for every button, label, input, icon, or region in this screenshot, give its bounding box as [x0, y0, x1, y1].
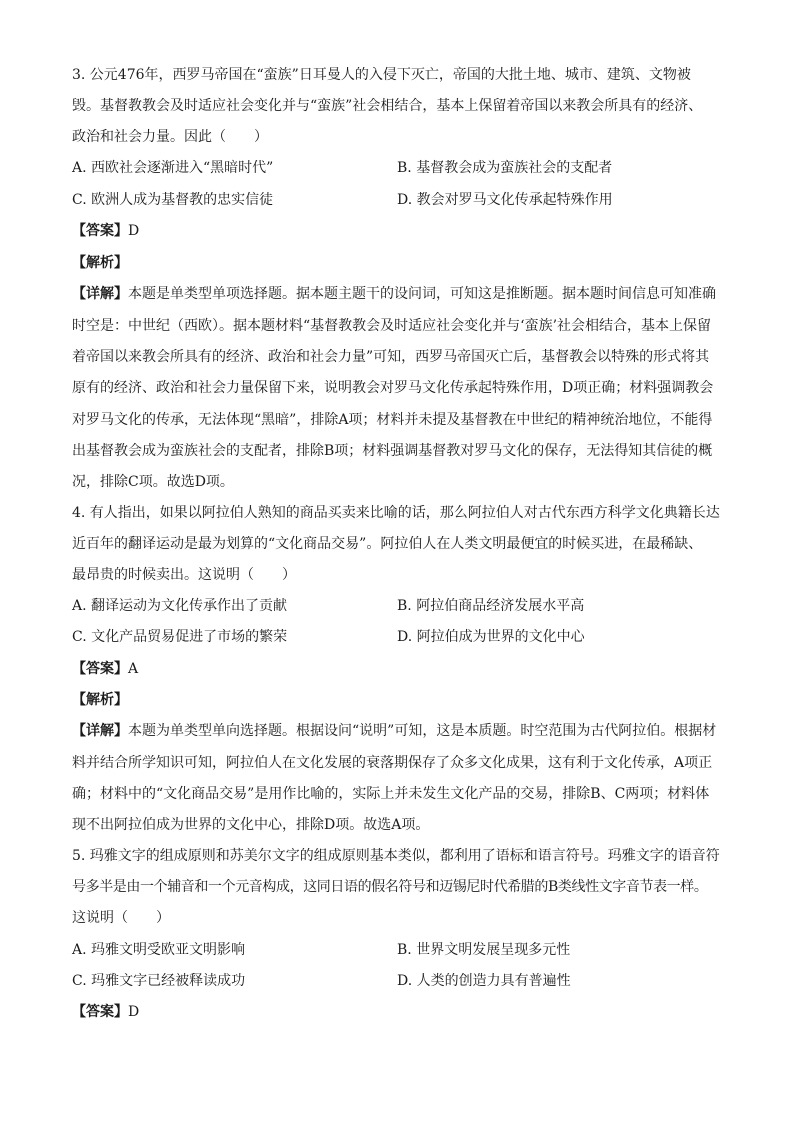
- q4-detail-line-4: 现不出阿拉伯成为世界的文化中心，排除D项。故选A项。: [72, 817, 430, 833]
- q3-option-c: C. 欧洲人成为基督教的忠实信徒: [72, 192, 274, 208]
- q4-analysis-label: [72, 690, 128, 710]
- q5-stem-line-1: 5. 玛雅文字的组成原则和苏美尔文字的组成原则基本类似，都利用了语标和语言符号。玛雅文字的语音符: [72, 848, 720, 864]
- answer-value: A: [128, 661, 139, 677]
- q4-option-a: A. 翻译运动为文化传承作出了贡献: [72, 598, 288, 614]
- detail-text: 本题为单类型单向选择题。根据设问“说明”可知，这是本质题。时空范围为古代阿拉伯。根据材: [128, 723, 717, 739]
- q3-answer: [72, 221, 139, 241]
- q3-option-a: A. 西欧社会逐渐进入“黑暗时代”: [72, 160, 274, 176]
- q4-option-d: D. 阿拉伯成为世界的文化中心: [397, 629, 585, 645]
- q3-detail-line-7: 况，排除C项。故选D项。: [72, 474, 234, 490]
- q3-detail-line-1: [72, 284, 716, 304]
- q3-detail-line-4: 原有的经济、政治和社会力量保留下来，说明教会对罗马文化传承起特殊作用，D项正确；材料强调教会: [72, 380, 714, 396]
- q4-answer: [72, 659, 138, 679]
- q4-detail-line-3: 确；材料中的“文化商品交易”是用作比喻的，实际上并未发生文化产品的交易，排除B、C两项；材料体: [72, 786, 710, 802]
- q3-stem-line-2: 毁。基督教教会及时适应社会变化并与“蛮族”社会相结合，基本上保留着帝国以来教会所具有的经济、: [72, 98, 703, 114]
- q4-stem-line-1: 4. 有人指出，如果以阿拉伯人熟知的商品买卖来比喻的话，那么阿拉伯人对古代东西方科学文化典籍长达: [72, 505, 720, 521]
- q3-detail-line-3: 着帝国以来教会所具有的经济、政治和社会力量”可知，西罗马帝国灭亡后，基督教会以特殊的形式将其: [72, 349, 710, 365]
- detail-text: 本题是单类型单项选择题。据本题主题干的设问词，可知这是推断题。据本题时间信息可知准确: [128, 286, 716, 302]
- detail-label: 【详解】: [72, 723, 128, 739]
- q5-option-c: C. 玛雅文字已经被释读成功: [72, 973, 246, 989]
- q3-analysis-label: [72, 253, 128, 273]
- q5-option-a: A. 玛雅文明受欧亚文明影响: [72, 942, 246, 958]
- answer-value: D: [128, 223, 140, 239]
- q3-option-b: B. 基督教会成为蛮族社会的支配者: [397, 160, 613, 176]
- answer-value: D: [128, 1004, 140, 1020]
- q5-answer: [72, 1002, 139, 1022]
- detail-label: 【详解】: [72, 286, 128, 302]
- q3-detail-line-6: 出基督教会成为蛮族社会的支配者，排除B项；材料强调基督教对罗马文化的保存，无法得知其信徒的概: [72, 443, 713, 459]
- answer-label: 【答案】: [72, 661, 128, 677]
- analysis-label: 【解析】: [72, 692, 128, 708]
- answer-label: 【答案】: [72, 1004, 128, 1020]
- analysis-label: 【解析】: [72, 255, 128, 271]
- q3-detail-line-5: 对罗马文化的传承，无法体现“黑暗”，排除A项；材料并未提及基督教在中世纪的精神统治地位，不能得: [72, 412, 713, 428]
- q4-stem-line-3: 最昂贵的时候卖出。这说明（ ）: [72, 567, 296, 583]
- q4-option-c: C. 文化产品贸易促进了市场的繁荣: [72, 629, 288, 645]
- q3-stem-line-3: 政治和社会力量。因此（ ）: [72, 129, 268, 145]
- answer-label: 【答案】: [72, 223, 128, 239]
- q3-option-d: D. 教会对罗马文化传承起特殊作用: [397, 192, 613, 208]
- q4-stem-line-2: 近百年的翻译运动是最为划算的“文化商品交易”。阿拉伯人在人类文明最便宜的时候买进，在最稀缺、: [72, 536, 703, 552]
- q5-stem-line-2: 号多半是由一个辅音和一个元音构成，这同日语的假名符号和迈锡尼时代希腊的B类线性文字音节表一样。: [72, 879, 708, 895]
- q4-option-b: B. 阿拉伯商品经济发展水平高: [397, 598, 585, 614]
- q5-option-b: B. 世界文明发展呈现多元性: [397, 942, 571, 958]
- q5-option-d: D. 人类的创造力具有普遍性: [397, 973, 571, 989]
- q3-detail-line-2: 时空是：中世纪（西欧）。据本题材料“基督教教会及时适应社会变化并与‘蛮族’社会相结合，基本上保留: [72, 318, 712, 334]
- q4-detail-line-1: [72, 721, 716, 741]
- q4-detail-line-2: 料并结合所学知识可知，阿拉伯人在文化发展的衰落期保存了众多文化成果，这有利于文化传承，A项正: [72, 755, 713, 771]
- q3-stem-line-1: 3. 公元476年，西罗马帝国在“蛮族”日耳曼人的入侵下灭亡，帝国的大批土地、城市、建筑、文物被: [72, 67, 691, 83]
- q5-stem-line-3: 这说明（ ）: [72, 910, 170, 926]
